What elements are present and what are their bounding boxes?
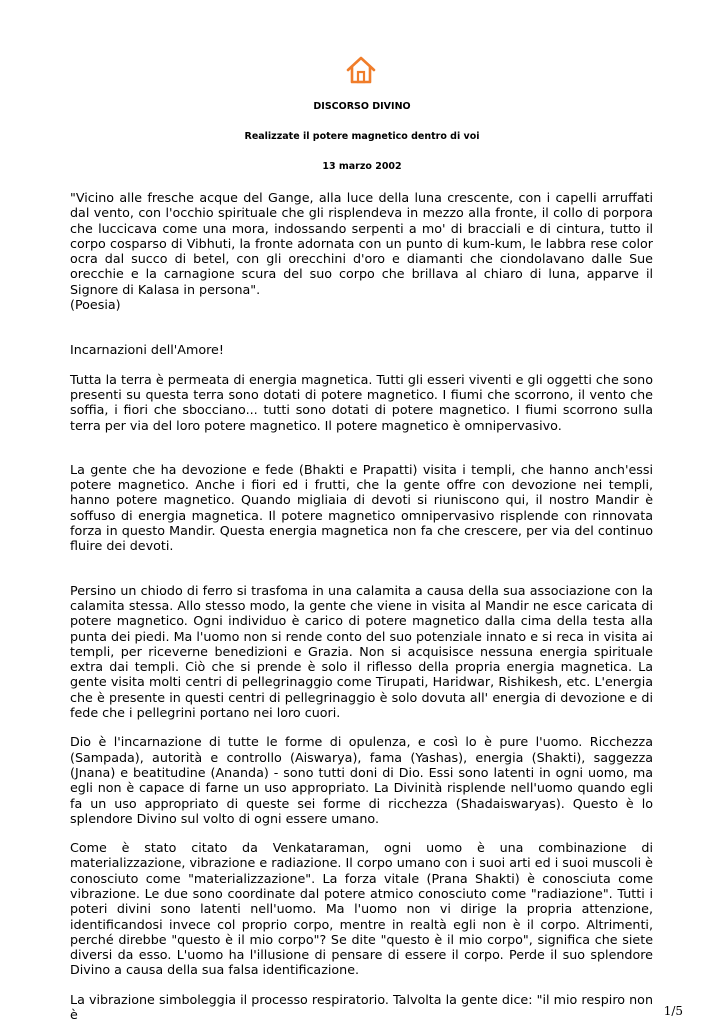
- document-title: DISCORSO DIVINO: [313, 101, 411, 112]
- paragraph: Come è stato citato da Venkataraman, ogni uomo è una combinazione di materializzazione, vibrazione e radiazione. Il corpo umano con i suoi arti ed i suoi muscoli è conosciuto come "materializzazione". La forza vitale (Prana Shakti) è conosciuta come vibrazione. Le due sono coordinate dal potere atmico conosciuto come "radiazione". Tutti i poteri divini sono latenti nell'uomo. Ma l'uomo non vi dirige la propria attenzione, identificandosi invece col proprio corpo, mentre in realtà egli non è il corpo. Altrimenti, perché direbbe "questo è il mio corpo"? Se dite "questo è il mio corpo", significa che siete diversi da esso. L'uomo ha l'illusione di pensare di essere il corpo. Perde il suo splendore Divino a causa della sua falsa identificazione.: [70, 840, 653, 978]
- poem-attribution: (Poesia): [70, 297, 121, 313]
- discourse-body: [70, 190, 653, 1022]
- home-icon[interactable]: [345, 55, 377, 85]
- document-date: 13 marzo 2002: [322, 161, 402, 172]
- paragraph: La gente che ha devozione e fede (Bhakti e Prapatti) visita i templi, che hanno anch'essi potere magnetico. Anche i fiori ed i frutti, che la gente offre con devozione nei templi, hanno potere magnetico. Quando migliaia di devoti si riuniscono qui, il nostro Mandir è soffuso di energia magnetica. Il potere magnetico omnipervasivo risplende con rinnovata forza in questo Mandir. Questa energia magnetica non fa che crescere, per via del continuo fluire dei devoti.: [70, 461, 653, 554]
- paragraph: La vibrazione simboleggia il processo respiratorio. Talvolta la gente dice: "il mio respiro non è: [70, 991, 653, 1023]
- paragraph: Dio è l'incarnazione di tutte le forme di opulenza, e così lo è pure l'uomo. Ricchezza (Sampada), autorità e controllo (Aiswarya), fama (Yashas), energia (Shakti), saggezza (Jnana) e beatitudine (Ananda) - sono tutti doni di Dio. Essi sono latenti in ogni uomo, ma egli non è capace di farne un uso appropriato. La Divinità risplende nell'uomo quando egli fa un uso appropriato di queste sei forme di ricchezza (Shadaiswaryas). Questo è lo splendore Divino sul volto di ogni essere umano.: [70, 734, 653, 826]
- page-number: 1/5: [663, 1004, 683, 1018]
- paragraph: Persino un chiodo di ferro si trasfoma in una calamita a causa della sua associazione con la calamita stessa. Allo stesso modo, la gente che viene in visita al Mandir ne esce caricata di potere magnetico. Ogni individuo è carico di potere magnetico dalla cima della testa alla punta dei piedi. Ma l'uomo non si rende conto del suo potenziale innato e si reca in visita ai templi, per riceverne benedizioni e Grazia. Non si acquisisce nessuna energia spirituale extra dai templi. Ciò che si prende è solo il riflesso della propria energia magnetica. La gente visita molti centri di pellegrinaggio come Tirupati, Haridwar, Rishikesh, etc. L'energia che è presente in questi centri di pellegrinaggio è solo dovuta all' energia di devozione e di fede che i pellegrini portano nei loro cuori.: [70, 582, 653, 721]
- paragraph: Tutta la terra è permeata di energia magnetica. Tutti gli esseri viventi e gli oggetti che sono presenti su questa terra sono dotati di potere magnetico. I fiumi che scorrono, il vento che soffia, i fiori che sbocciano... tutti sono dotati di potere magnetico. I fiumi scorrono sulla terra per via del loro potere magnetico. Il potere magnetico è omnipervasivo.: [70, 371, 653, 433]
- greeting: Incarnazioni dell'Amore!: [70, 342, 224, 358]
- paragraph-poem: "Vicino alle fresche acque del Gange, alla luce della luna crescente, con i capelli arruffati dal vento, con l'occhio spirituale che gli risplendeva in mezzo alla fronte, il collo di porpora che luccicava come una mora, indossando serpenti a mo' di bracciali e di cintura, tutto il corpo cosparso di Vibhuti, la fronte adornata con un punto di kum-kum, le labbra rese color ocra dal succo di betel, con gli orecchini d'oro e diamanti che ciondolavano dalle Sue orecchie e la carnagione scura del suo corpo che brillava al chiaro di luna, apparve il Signore di Kalasa in persona".: [70, 190, 653, 297]
- document-subtitle: Realizzate il potere magnetico dentro di voi: [244, 131, 480, 142]
